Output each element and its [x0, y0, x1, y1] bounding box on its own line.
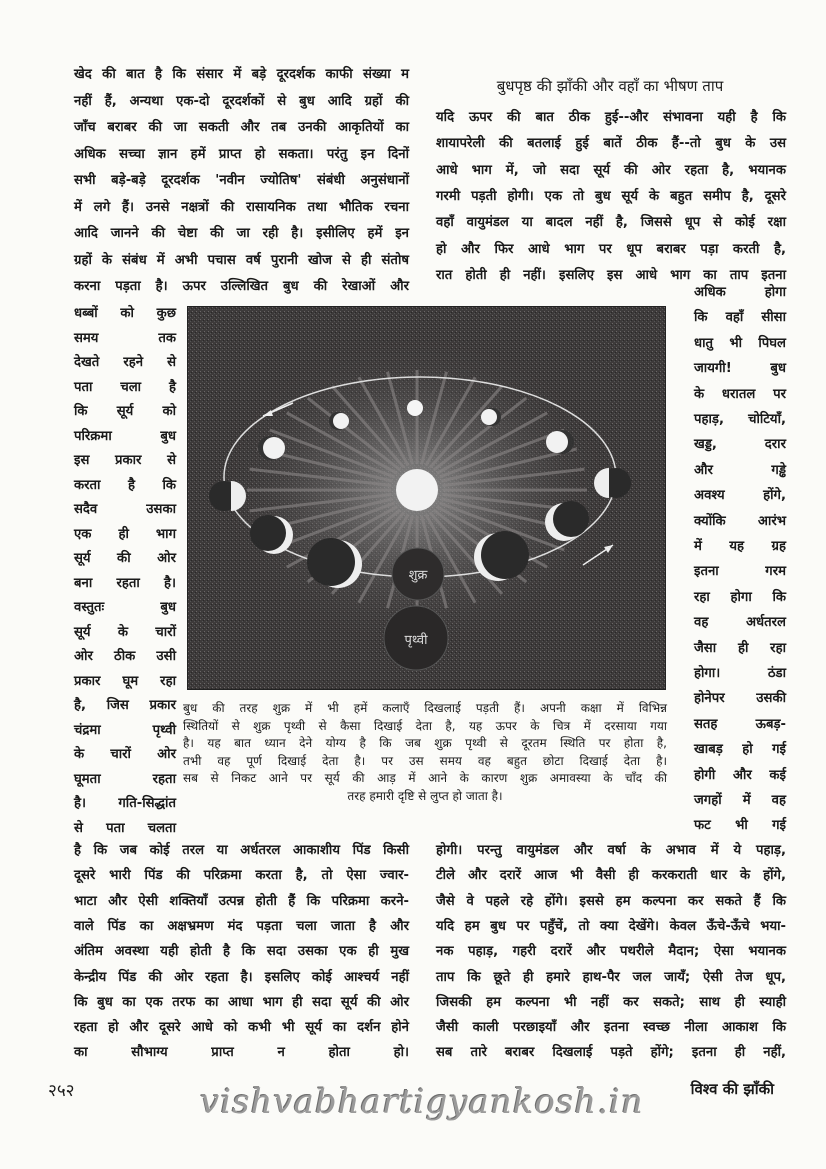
text-line: है, जिस प्रकार	[74, 698, 176, 713]
venus-label: शुक्र	[408, 568, 428, 583]
text-line: रात होती ही नहीं। इसलिए इस आधे भाग का ताप इतना	[436, 267, 786, 283]
text-line: खड्ड, दरार	[694, 437, 786, 453]
text-line: सदैव उसका	[74, 502, 176, 517]
earth-label: पृथ्वी	[404, 633, 428, 648]
text-line: अधिक सच्चा ज्ञान हमें प्राप्त हो सकता। परंतु इन दिनों	[74, 146, 409, 162]
text-line: होगी और कई	[694, 767, 786, 783]
venus-full	[407, 400, 423, 416]
text-line: धातु भी पिघल	[694, 335, 786, 351]
text-line: गरमी पड़ती होगी। एक तो बुध सूर्य के बहुत समीप है, दूसरे	[436, 188, 786, 204]
text-line: जैसी काली परछाइयाँ और इतना स्वच्छ नीला आकाश कि	[436, 1020, 786, 1036]
text-line: कि सूर्य को	[74, 404, 176, 419]
page-number: २५२	[48, 1081, 75, 1101]
text-line: आधे भाग में, जो सदा सूर्य की ओर रहता है, भयानक	[436, 162, 786, 178]
text-line: एक ही भाग	[74, 526, 176, 542]
venus-gibbous-right	[481, 409, 497, 425]
text-line: धब्बों को कुछ	[74, 306, 176, 321]
text-line: जैसा ही रहा	[694, 640, 786, 656]
text-line: नक पहाड़, गहरी दरारें और पथरीले मैदान; ऐसा भयानक	[436, 944, 786, 960]
text-line: केन्द्रीय पिंड की ओर रहता है। इसलिए कोई आश्चर्य नहीं	[74, 969, 409, 985]
venus-phases-figure	[187, 306, 666, 690]
text-line: वाले पिंड का अक्षभ्रमण मंद पड़ता चला जाता है और	[74, 918, 409, 934]
text-line: वह अर्धतरल	[694, 615, 786, 631]
venus-thin-crescent-right	[481, 531, 529, 579]
text-line: चंद्रमा पृथ्वी	[74, 722, 176, 738]
text-line: ताप कि छूते ही हमारे हाथ-पैर जल जायँ; ऐसी तेज धूप,	[436, 969, 786, 985]
text-line: जिसकी हम कल्पना भी नहीं कर सकते; साथ ही स्याही	[436, 994, 786, 1010]
text-line: वहाँ वायुमंडल या बादल नहीं है, जिससे धूप से कोई रक्षा	[436, 215, 786, 231]
text-line: करना पड़ता है। ऊपर उल्लिखित बुध की रेखाओं और	[74, 279, 409, 294]
venus-crescent-right	[553, 501, 589, 537]
text-line: शायापरेली की बतलाई हुई बातें ठीक हैं--तो बुध के उस	[436, 136, 786, 152]
text-line: सभी बड़े-बड़े दूरदर्शक 'नवीन ज्योतिष' संबंधी अनुसंधानों	[74, 173, 409, 188]
text-line: बना रहता है।	[74, 575, 176, 591]
text-line: इस प्रकार से	[74, 453, 176, 468]
venus-thin-crescent-left	[307, 538, 355, 586]
text-line: क्योंकि आरंभ	[694, 513, 786, 529]
text-line: रहता हो और दूसरे आधे को कभी भी सूर्य का दर्शन होने	[74, 1020, 409, 1036]
text-line: अवश्य होंगे,	[694, 488, 786, 504]
text-line: अधिक होगा	[694, 285, 786, 300]
text-line: हो और फिर आधे भाग पर धूप बराबर पड़ा करती है,	[436, 241, 786, 257]
text-line: है। गति-सिद्धांत	[74, 796, 176, 811]
caption-line: सब से निकट आने पर सूर्य की आड़ में आने के कारण शुक्र अमावस्या के चाँद की	[183, 771, 667, 786]
venus-gibbous-left	[333, 413, 349, 429]
text-line: आदि जानने की चेष्टा की जा रही है। इसीलिए हमें इन	[74, 226, 409, 241]
text-line: होगी। परन्तु वायुमंडल और वर्षा के अभाव में ये पहाड़,	[436, 843, 786, 858]
caption-line: तरह हमारी दृष्टि से लुप्त हो जाता है।	[347, 789, 503, 803]
text-line: ग्रहों के संबंध में अभी पचास वर्ष पुरानी खोज से ही संतोष	[74, 252, 409, 268]
text-line: खेद की बात है कि संसार में बड़े दूरदर्शक काफी संख्या म	[74, 67, 409, 82]
text-line: पता चला है	[74, 379, 176, 395]
text-line: का सौभाग्य प्राप्त न होता हो।	[74, 1045, 409, 1061]
text-line: दूसरे भारी पिंड की परिक्रमा करता है, तो ऐसा ज्वार-	[74, 868, 409, 884]
text-line: वस्तुतः बुध	[74, 600, 176, 615]
text-line: टीले और दरारें आज भी वैसी ही करकराती धार के होंगे,	[436, 868, 786, 884]
text-line: यदि हम बुध पर पहुँचें, तो क्या देखेंगे। केवल ऊँचे-ऊँचे भया-	[436, 918, 786, 934]
text-line: भाटा और ऐसी शक्तियाँ उत्पन्न होती हैं कि परिक्रमा करने-	[74, 893, 409, 909]
text-line: घूमता रहता	[74, 771, 176, 787]
text-line: इतना गरम	[694, 564, 786, 580]
text-line: में यह ग्रह	[694, 539, 786, 554]
text-line: के चारों ओर	[74, 747, 176, 762]
text-line: जैसे वे पहले रहे होंगे। इससे हम कल्पना कर सकते हैं कि	[436, 893, 786, 909]
venus-gibbous2-right	[546, 431, 568, 453]
text-line: में लगे हैं। उनसे नक्षत्रों की रासायनिक तथा भौतिक रचना	[74, 199, 409, 215]
text-line: है कि जब कोई तरल या अर्धतरल आकाशीय पिंड किसी	[74, 843, 409, 858]
text-line: कि बुध का एक तरफ का आधा भाग ही सदा सूर्य की ओर	[74, 994, 409, 1010]
text-line: होगा। ठंडा	[694, 666, 786, 681]
text-line: जगहों में वह	[694, 793, 786, 808]
text-line: नहीं हैं, अन्यथा एक-दो दूरदर्शकों से बुध आदि ग्रहों की	[74, 93, 409, 109]
caption-line: है। यह बात ध्यान देने योग्य है कि जब शुक्र पृथ्वी से दूरतम स्थिति पर होता है,	[183, 736, 667, 751]
text-line: कि वहाँ सीसा	[694, 310, 786, 326]
text-line: समय तक	[74, 330, 176, 346]
text-line: पहाड़, चोटियाँ,	[694, 412, 786, 427]
text-line: होनेपर उसकी	[694, 691, 786, 707]
text-line: जाँच बराबर की जा सकती और तब उनकी आकृतियों का	[74, 120, 409, 135]
text-line: रहा होगा कि	[694, 589, 786, 605]
venus-gibbous2-left	[263, 437, 285, 459]
venus-phases-illustration	[188, 307, 665, 689]
text-line: सूर्य की ओर	[74, 551, 176, 566]
sun	[396, 469, 438, 511]
text-line: करता है कि	[74, 477, 176, 493]
text-line: देखते रहने से	[74, 355, 176, 370]
text-line: और गड्ढे	[694, 462, 786, 478]
text-line: अंतिम अवस्था यही होती है कि सदा उसका एक ही मुख	[74, 944, 409, 960]
watermark: vishvabhartigyankosh.in	[200, 1082, 644, 1122]
caption-line: तभी वह पूर्ण दिखाई देता है। पर उस समय वह बहुत छोटा दिखाई देता है।	[183, 753, 667, 768]
text-line: जायगी! बुध	[694, 361, 786, 377]
text-line: ओर ठीक उसी	[74, 649, 176, 664]
text-line: खाबड़ हो गई	[694, 742, 786, 758]
text-line: से पता चलता	[74, 820, 176, 836]
text-line: सूर्य के चारों	[74, 624, 176, 640]
text-line: फट भी गई	[694, 818, 786, 834]
text-line: प्रकार घूम रहा	[74, 673, 176, 689]
text-line: के धरातल पर	[694, 386, 786, 402]
running-footer-title: विश्व की झाँकी	[690, 1080, 774, 1098]
text-line: परिक्रमा बुध	[74, 428, 176, 444]
text-line: सब तारे बराबर दिखलाई पड़ते होंगे; इतना ही नहीं,	[436, 1045, 786, 1061]
section-heading: बुधपृष्ठ की झाँकी और वहाँ का भीषण ताप	[496, 77, 724, 95]
caption-line: बुध की तरह शुक्र में भी हमें कलाएँ दिखलाई पड़ती हैं। अपनी कक्षा में विभिन्न	[183, 701, 667, 715]
text-line: सतह ऊबड़-	[694, 716, 786, 732]
venus-crescent-left	[250, 515, 286, 551]
caption-line: स्थितियों से शुक्र पृथ्वी से कैसा दिखाई देता है, यह ऊपर के चित्र में दरसाया गया	[183, 718, 667, 733]
text-line: यदि ऊपर की बात ठीक हुई--और संभावना यही है कि	[436, 110, 786, 125]
